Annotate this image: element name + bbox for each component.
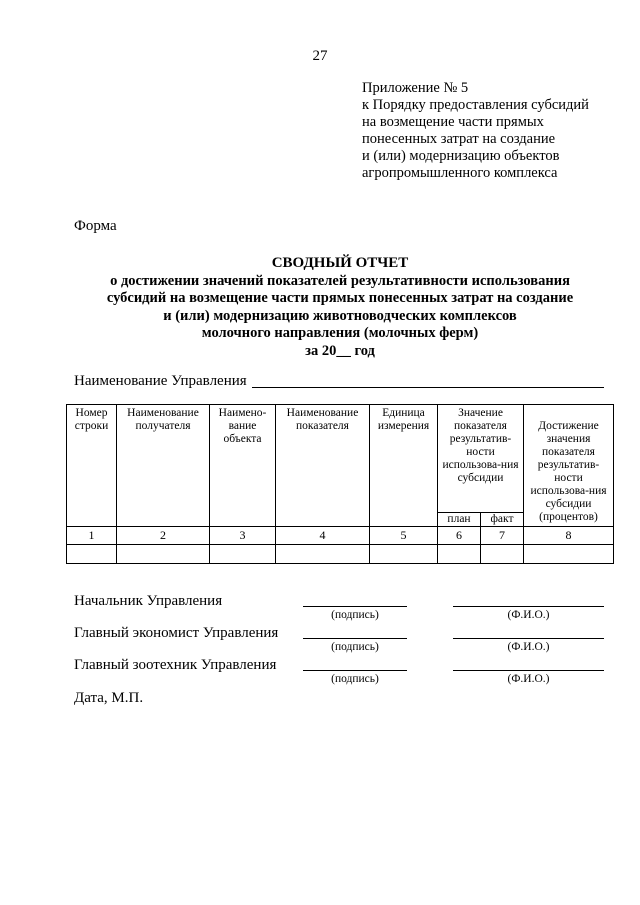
name-caption: (Ф.И.О.): [507, 673, 550, 685]
title-line: и (или) модернизацию животноводческих комплексов: [163, 307, 517, 324]
name-line[interactable]: [453, 638, 604, 639]
signature-line[interactable]: [303, 638, 407, 639]
title-year: за 20__ год: [305, 342, 375, 359]
name-line[interactable]: [453, 606, 604, 607]
title-line: о достижении значений показателей результативности использования: [110, 272, 570, 289]
header-unit: Единица измерения: [370, 405, 438, 527]
signature-caption: (подпись): [331, 609, 379, 621]
report-title: [60, 255, 620, 360]
title-line: молочного направления (молочных ферм): [201, 325, 479, 341]
header-row-number: Номер строки: [67, 405, 117, 527]
signature-line[interactable]: [303, 670, 407, 671]
column-number: 6: [438, 527, 481, 545]
column-number: 3: [210, 527, 276, 545]
name-line[interactable]: [453, 670, 604, 671]
table-cell[interactable]: [117, 545, 210, 564]
table-cell[interactable]: [481, 545, 524, 564]
appendix-line: агропромышленного комплекса: [362, 165, 558, 181]
report-table: [66, 404, 614, 564]
position-economist: Главный экономист Управления: [74, 625, 279, 641]
signature-caption: (подпись): [331, 673, 379, 685]
column-number: 1: [67, 527, 117, 545]
date-stamp-label: Дата, М.П.: [74, 690, 144, 706]
appendix-line: на возмещение части прямых: [362, 114, 544, 130]
header-plan: план: [438, 513, 481, 527]
header-recipient-name: Наименование получателя: [117, 405, 210, 527]
management-name-field[interactable]: [252, 387, 604, 388]
header-indicator-name: Наименование показателя: [276, 405, 370, 527]
column-number: 4: [276, 527, 370, 545]
header-indicator-value: Значение показателя результатив-ности использова-ния субсидии: [438, 405, 524, 513]
title-line: субсидий на возмещение части прямых понесенных затрат на создание: [106, 290, 574, 306]
table-cell[interactable]: [438, 545, 481, 564]
table-row: [67, 545, 614, 564]
header-fact: факт: [481, 513, 524, 527]
position-zootechnician: Главный зоотехник Управления: [74, 657, 277, 673]
name-caption: (Ф.И.О.): [507, 609, 550, 621]
appendix-line: Приложение № 5: [362, 80, 469, 96]
signature-caption: (подпись): [331, 641, 379, 653]
header-object-name: Наимено-вание объекта: [210, 405, 276, 527]
column-number: 7: [481, 527, 524, 545]
column-number: 8: [524, 527, 614, 545]
column-number: 2: [117, 527, 210, 545]
management-name-label: Наименование Управления: [74, 373, 247, 389]
table-cell[interactable]: [276, 545, 370, 564]
table-cell[interactable]: [67, 545, 117, 564]
position-head: Начальник Управления: [74, 593, 223, 609]
appendix-line: и (или) модернизацию объектов: [362, 148, 560, 164]
table-cell[interactable]: [524, 545, 614, 564]
column-number: 5: [370, 527, 438, 545]
appendix-line: понесенных затрат на создание: [362, 131, 556, 147]
page-number: 27: [312, 48, 328, 64]
title-main: СВОДНЫЙ ОТЧЕТ: [271, 255, 409, 271]
form-label: Форма: [74, 218, 117, 234]
appendix-block: [362, 80, 632, 182]
appendix-line: к Порядку предоставления субсидий: [362, 97, 589, 113]
table-cell[interactable]: [210, 545, 276, 564]
table-cell[interactable]: [370, 545, 438, 564]
name-caption: (Ф.И.О.): [507, 641, 550, 653]
signature-line[interactable]: [303, 606, 407, 607]
header-achievement: Достижение значения показателя результатив-ности использова-ния субсидии (процентов): [524, 405, 614, 527]
